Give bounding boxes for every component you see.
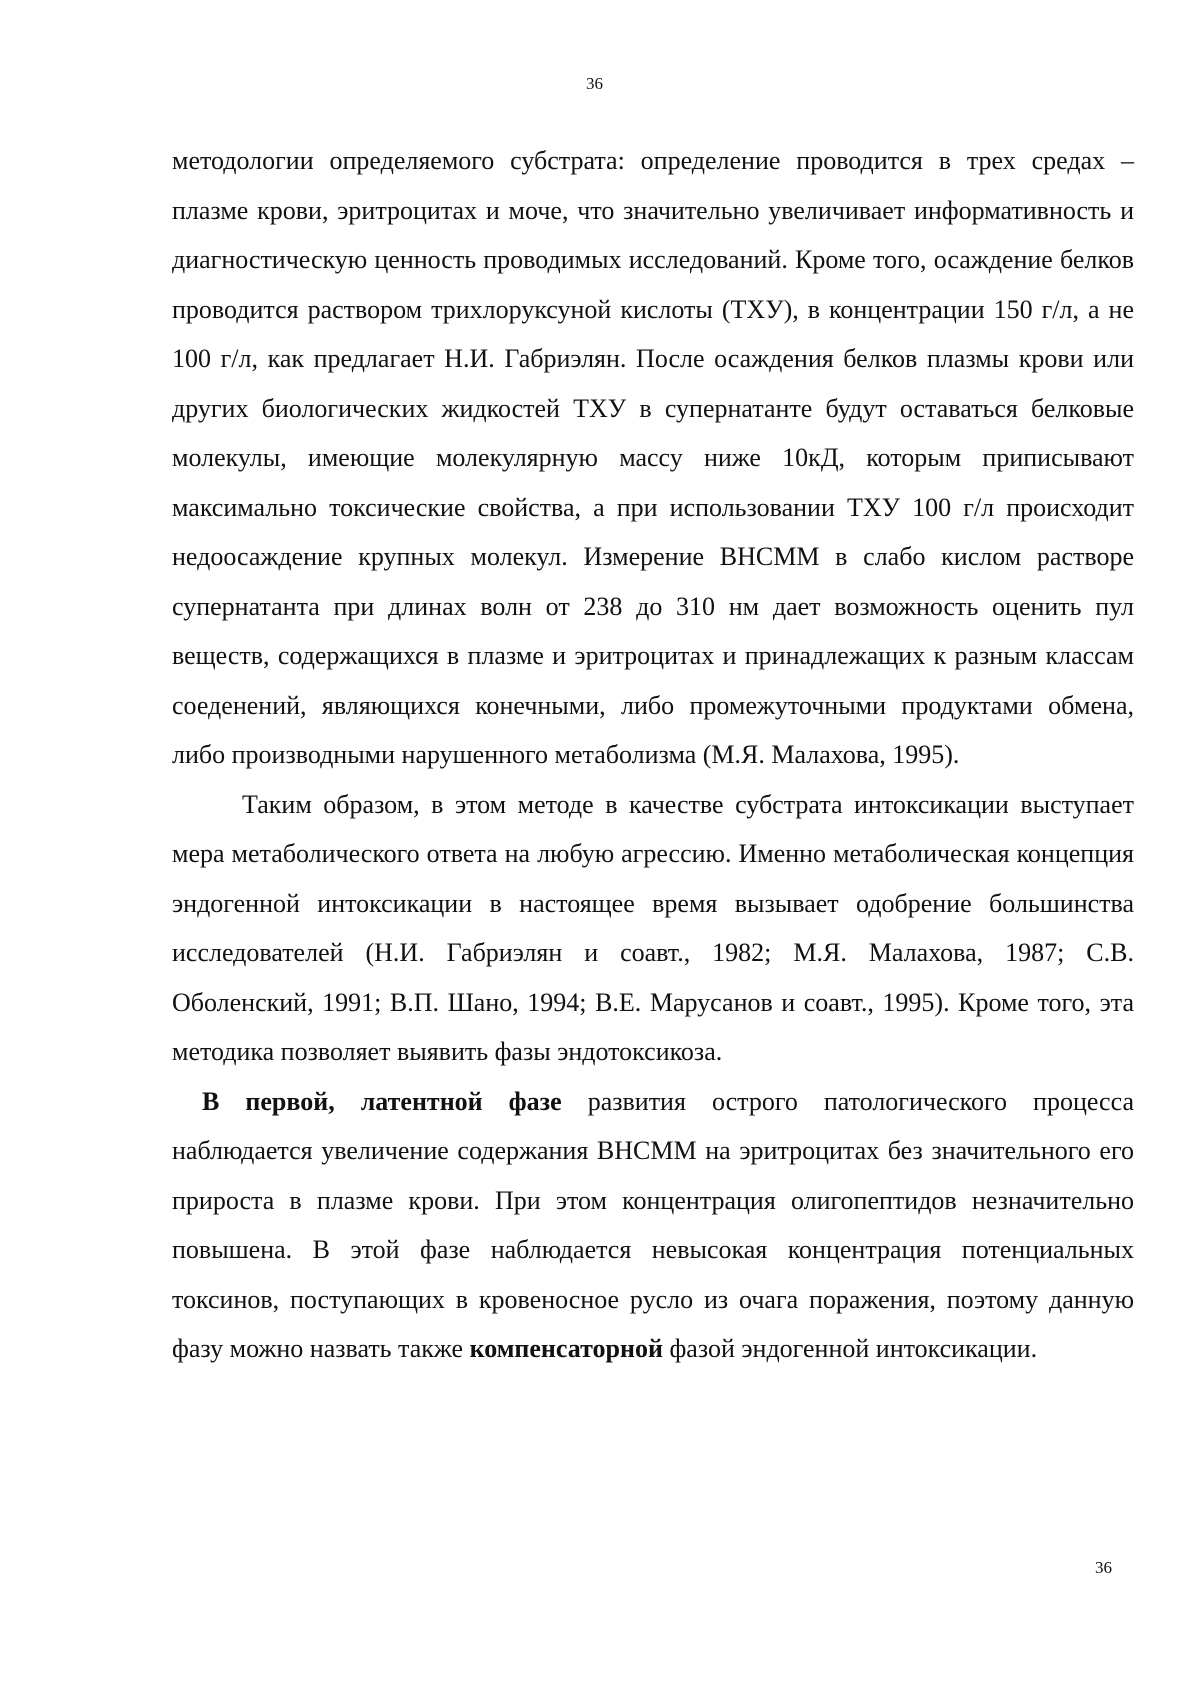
page-number-top: 36 bbox=[586, 74, 603, 93]
paragraph-methodology: методологии определяемого субстрата: определение проводится в трех средах – плазме крови, эритроцитах и моче, что значительно увеличивает информативность и диагностическую ценность проводимых исследований. Кроме того, осаждение белков проводится раствором трихлоруксуной кислоты (ТХУ), в концентрации 150 г/л, а не 100 г/л, как предлагает Н.И. Габриэлян. После осаждения белков плазмы крови или других биологических жидкостей ТХУ в супернатанте будут оставаться белковые молекулы, имеющие молекулярную массу ниже 10кД, которым приписывают максимально токсические свойства, а при использовании ТХУ 100 г/л происходит недоосаждение крупных молекул. Измерение ВНСММ в слабо кислом растворе супернатанта при длинах волн от 238 до 310 нм дает возможность оценить пул веществ, содержащихся в плазме и эритроцитах и принадлежащих к разным классам соеденений, являющихся конечными, либо промежуточными продуктами обмена, либо производными нарушенного метаболизма (М.Я. Малахова, 1995). bbox=[172, 146, 1134, 769]
latent-phase-text: развития острого патологического процесса наблюдается увеличение содержания ВНСММ на эритроцитах без значительного его прироста в плазме крови. При этом концентрация олигопептидов незначительно повышена. В этой фазе наблюдается невысокая концентрация потенциальных токсинов, поступающих в кровеносное русло из очага поражения, поэтому данную фазу можно назвать также bbox=[172, 1086, 1134, 1363]
compensatory-term: компенсаторной bbox=[469, 1334, 663, 1363]
document-body bbox=[172, 136, 1134, 1374]
latent-phase-text-end: фазой эндогенной интоксикации. bbox=[662, 1334, 1038, 1363]
paragraph-latent-phase bbox=[172, 1077, 1134, 1374]
page-number-bottom: 36 bbox=[1095, 1558, 1112, 1577]
latent-phase-heading: В первой, латентной фазе bbox=[202, 1086, 562, 1116]
paragraph-metabolic-concept: Таким образом, в этом методе в качестве субстрата интоксикации выступает мера метаболического ответа на любую агрессию. Именно метаболическая концепция эндогенной интоксикации в настоящее время вызывает одобрение большинства исследователей (Н.И. Габриэлян и соавт., 1982; М.Я. Малахова, 1987; С.В. Оболенский, 1991; В.П. Шано, 1994; В.Е. Марусанов и соавт., 1995). Кроме того, эта методика позволяет выявить фазы эндотоксикоза. bbox=[172, 789, 1134, 1066]
